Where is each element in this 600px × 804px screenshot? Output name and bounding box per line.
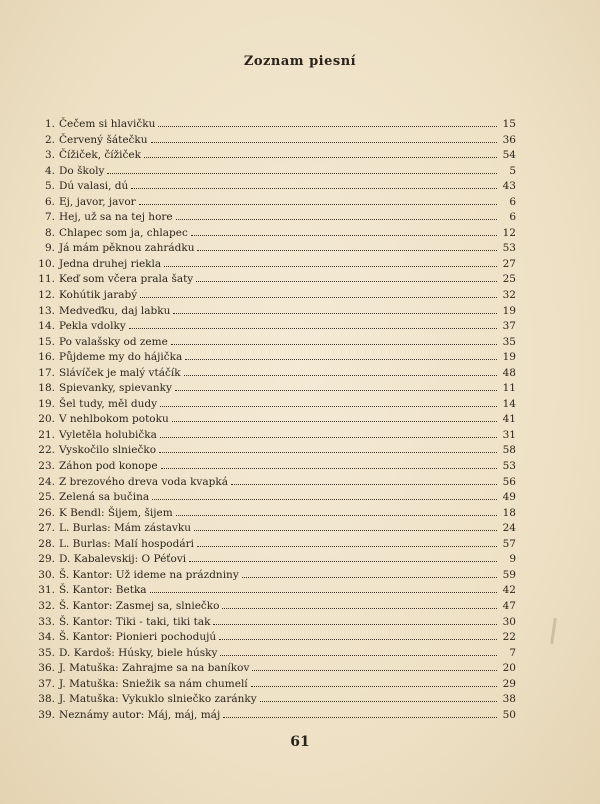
page-number: 61 xyxy=(290,734,310,750)
page-ref: 56 xyxy=(502,475,516,488)
dot-leader xyxy=(164,266,497,267)
entry-number: 35. xyxy=(38,646,55,659)
song-title: Š. Kantor: Betka xyxy=(59,584,147,597)
song-title: Š. Kantor: Už ideme na prázdniny xyxy=(59,568,239,581)
dot-leader xyxy=(129,328,497,329)
page-ref: 59 xyxy=(502,568,516,581)
song-title: Kohútik jarabý xyxy=(59,289,138,302)
song-title: D. Kardoš: Húsky, biele húsky xyxy=(59,646,218,659)
entry-number: 10. xyxy=(38,257,55,270)
page-ref: 36 xyxy=(502,133,516,146)
toc-entry xyxy=(28,304,516,320)
dot-leader xyxy=(223,717,497,718)
song-title: Medveďku, daj labku xyxy=(59,304,171,317)
song-title: Vyletěla holubička xyxy=(59,428,157,441)
dot-leader xyxy=(176,515,497,516)
page-ref: 58 xyxy=(502,444,516,457)
toc-entry xyxy=(28,708,516,724)
song-title: Z brezového dreva voda kvapká xyxy=(59,475,228,488)
entry-number: 23. xyxy=(38,460,55,473)
toc-entry xyxy=(28,692,516,708)
song-title: Pekla vdolky xyxy=(59,320,126,333)
song-title: Dú valasi, dú xyxy=(59,180,129,193)
entry-number: 19. xyxy=(38,397,55,410)
page-ref: 38 xyxy=(502,693,516,706)
song-title: Slávíček je malý vtáčík xyxy=(59,366,181,379)
entry-number: 38. xyxy=(38,693,55,706)
dot-leader xyxy=(176,219,497,220)
toc-entry xyxy=(28,133,516,149)
entry-number: 16. xyxy=(38,351,55,364)
toc-entry xyxy=(28,475,516,491)
page-ref: 19 xyxy=(502,304,516,317)
song-title: Keď som včera prala šaty xyxy=(59,273,194,286)
dot-leader xyxy=(189,561,497,562)
page-ref: 18 xyxy=(502,506,516,519)
dot-leader xyxy=(194,530,497,531)
page-ref: 54 xyxy=(502,149,516,162)
entry-number: 37. xyxy=(38,677,55,690)
toc-entry xyxy=(28,164,516,180)
toc-entry xyxy=(28,241,516,257)
page-ref: 22 xyxy=(502,631,516,644)
dot-leader xyxy=(139,204,497,205)
toc-entry xyxy=(28,428,516,444)
dot-leader xyxy=(219,639,497,640)
toc-entry xyxy=(28,552,516,568)
toc-entry xyxy=(28,148,516,164)
entry-number: 20. xyxy=(38,413,55,426)
entry-number: 4. xyxy=(44,164,55,177)
entry-number: 13. xyxy=(38,304,55,317)
toc-entry xyxy=(28,677,516,693)
toc-entry xyxy=(28,397,516,413)
toc-entry xyxy=(28,412,516,428)
entry-number: 26. xyxy=(38,506,55,519)
dot-leader xyxy=(252,670,497,671)
dot-leader xyxy=(197,250,497,251)
entry-number: 21. xyxy=(38,428,55,441)
song-title: Čížiček, čížiček xyxy=(59,149,142,162)
toc-entry xyxy=(28,661,516,677)
dot-leader xyxy=(160,437,497,438)
page-ref: 53 xyxy=(502,460,516,473)
toc-entry xyxy=(28,366,516,382)
page-ref: 42 xyxy=(502,584,516,597)
page-ref: 14 xyxy=(502,397,516,410)
song-title: Zelená sa bučina xyxy=(59,491,150,504)
dot-leader xyxy=(158,126,497,127)
entry-number: 5. xyxy=(44,180,55,193)
dot-leader xyxy=(260,701,497,702)
paper-stain xyxy=(550,618,557,644)
entry-number: 33. xyxy=(38,615,55,628)
toc-entry xyxy=(28,583,516,599)
toc-entry xyxy=(28,490,516,506)
dot-leader xyxy=(231,484,497,485)
song-title: V nehlbokom potoku xyxy=(59,413,169,426)
toc-entry xyxy=(28,350,516,366)
song-title: Spievanky, spievanky xyxy=(59,382,172,395)
dot-leader xyxy=(196,281,497,282)
entry-number: 24. xyxy=(38,475,55,488)
song-title: K Bendl: Šijem, šijem xyxy=(59,506,173,519)
song-title: Ej, javor, javor xyxy=(59,195,136,208)
song-title: Červený šátečku xyxy=(59,133,148,146)
toc-entry xyxy=(28,599,516,615)
entry-number: 30. xyxy=(38,568,55,581)
dot-leader xyxy=(213,624,497,625)
page-ref: 47 xyxy=(502,599,516,612)
toc-entry xyxy=(28,335,516,351)
page-ref: 5 xyxy=(509,164,516,177)
page-ref: 12 xyxy=(502,226,516,239)
song-title: Jedna druhej riekla xyxy=(59,257,162,270)
page-ref: 6 xyxy=(509,211,516,224)
toc-entry xyxy=(28,521,516,537)
dot-leader xyxy=(172,421,497,422)
page-ref: 9 xyxy=(509,553,516,566)
song-title: J. Matuška: Zahrajme sa na baníkov xyxy=(59,662,250,675)
entry-number: 12. xyxy=(38,289,55,302)
entry-number: 22. xyxy=(38,444,55,457)
entry-number: 25. xyxy=(38,491,55,504)
dot-leader xyxy=(131,188,497,189)
page-ref: 48 xyxy=(502,366,516,379)
entry-number: 14. xyxy=(38,320,55,333)
song-title: Neznámy autor: Máj, máj, máj xyxy=(59,708,221,721)
toc-entry xyxy=(28,272,516,288)
page-ref: 27 xyxy=(502,257,516,270)
dot-leader xyxy=(161,468,497,469)
dot-leader xyxy=(151,142,497,143)
page-ref: 32 xyxy=(502,289,516,302)
dot-leader xyxy=(175,390,497,391)
page-ref: 35 xyxy=(502,335,516,348)
entry-number: 29. xyxy=(38,553,55,566)
entry-number: 17. xyxy=(38,366,55,379)
toc-entry xyxy=(28,210,516,226)
dot-leader xyxy=(184,375,497,376)
page-ref: 30 xyxy=(502,615,516,628)
page-ref: 43 xyxy=(502,180,516,193)
dot-leader xyxy=(107,173,497,174)
page-ref: 57 xyxy=(502,537,516,550)
page-ref: 49 xyxy=(502,491,516,504)
song-title: Hej, už sa na tej hore xyxy=(59,211,173,224)
song-title: Š. Kantor: Tiki - taki, tiki tak xyxy=(59,615,211,628)
dot-leader xyxy=(150,592,497,593)
entry-number: 6. xyxy=(44,195,55,208)
page-ref: 53 xyxy=(502,242,516,255)
dot-leader xyxy=(197,546,497,547)
toc-entry xyxy=(28,646,516,662)
entry-number: 36. xyxy=(38,662,55,675)
entry-number: 28. xyxy=(38,537,55,550)
page-ref: 41 xyxy=(502,413,516,426)
song-title: J. Matuška: Sniežik sa nám chumelí xyxy=(59,677,248,690)
entry-number: 7. xyxy=(44,211,55,224)
song-index-list xyxy=(28,117,516,723)
song-title: L. Burlas: Malí hospodári xyxy=(59,537,194,550)
song-title: Čečem si hlavičku xyxy=(59,118,156,130)
page-ref: 37 xyxy=(502,320,516,333)
page-ref: 25 xyxy=(502,273,516,286)
toc-entry xyxy=(28,506,516,522)
page-ref: 19 xyxy=(502,351,516,364)
toc-entry xyxy=(28,630,516,646)
page-ref: 7 xyxy=(509,646,516,659)
page-ref: 6 xyxy=(509,195,516,208)
dot-leader xyxy=(140,297,497,298)
toc-entry xyxy=(28,537,516,553)
dot-leader xyxy=(251,686,497,687)
page-ref: 50 xyxy=(502,708,516,721)
entry-number: 32. xyxy=(38,599,55,612)
dot-leader xyxy=(185,359,497,360)
entry-number: 18. xyxy=(38,382,55,395)
toc-entry xyxy=(28,615,516,631)
entry-number: 11. xyxy=(38,273,55,286)
page-ref: 29 xyxy=(502,677,516,690)
dot-leader xyxy=(160,406,497,407)
song-title: Chlapec som ja, chlapec xyxy=(59,226,188,239)
entry-number: 1. xyxy=(44,118,55,130)
dot-leader xyxy=(220,655,497,656)
entry-number: 8. xyxy=(44,226,55,239)
entry-number: 2. xyxy=(44,133,55,146)
entry-number: 34. xyxy=(38,631,55,644)
entry-number: 15. xyxy=(38,335,55,348)
dot-leader xyxy=(159,452,497,453)
entry-number: 9. xyxy=(44,242,55,255)
dot-leader xyxy=(152,499,497,500)
toc-entry xyxy=(28,179,516,195)
dot-leader xyxy=(173,313,497,314)
song-title: Záhon pod konope xyxy=(59,460,158,473)
song-title: Vyskočilo slniečko xyxy=(59,444,157,457)
dot-leader xyxy=(171,344,497,345)
dot-leader xyxy=(242,577,497,578)
toc-entry xyxy=(28,257,516,273)
entry-number: 3. xyxy=(44,149,55,162)
dot-leader xyxy=(144,157,497,158)
song-title: L. Burlas: Mám zástavku xyxy=(59,522,192,535)
dot-leader xyxy=(191,235,497,236)
toc-entry xyxy=(28,226,516,242)
entry-number: 27. xyxy=(38,522,55,535)
toc-entry xyxy=(28,117,516,133)
song-title: Do školy xyxy=(59,164,105,177)
song-title: Půjdeme my do hájička xyxy=(59,351,183,364)
song-title: Šel tudy, měl dudy xyxy=(59,397,158,410)
toc-entry xyxy=(28,381,516,397)
page-ref: 15 xyxy=(502,118,516,130)
toc-entry xyxy=(28,195,516,211)
song-title: J. Matuška: Vykuklo slniečko zaránky xyxy=(59,693,257,706)
page-ref: 31 xyxy=(502,428,516,441)
song-title: D. Kabalevskij: O Péťovi xyxy=(59,553,187,566)
page-ref: 24 xyxy=(502,522,516,535)
page-ref: 11 xyxy=(502,382,516,395)
toc-entry xyxy=(28,319,516,335)
song-title: Po valašsky od zeme xyxy=(59,335,168,348)
toc-entry xyxy=(28,459,516,475)
page-title: Zoznam piesní xyxy=(243,54,357,69)
toc-entry xyxy=(28,568,516,584)
song-title: Já mám pěknou zahrádku xyxy=(59,242,195,255)
toc-entry xyxy=(28,443,516,459)
page-ref: 20 xyxy=(502,662,516,675)
toc-entry xyxy=(28,288,516,304)
song-title: Š. Kantor: Zasmej sa, slniečko xyxy=(59,599,220,612)
song-title: Š. Kantor: Pionieri pochodujú xyxy=(59,631,217,644)
entry-number: 31. xyxy=(38,584,55,597)
entry-number: 39. xyxy=(38,708,55,721)
dot-leader xyxy=(222,608,497,609)
